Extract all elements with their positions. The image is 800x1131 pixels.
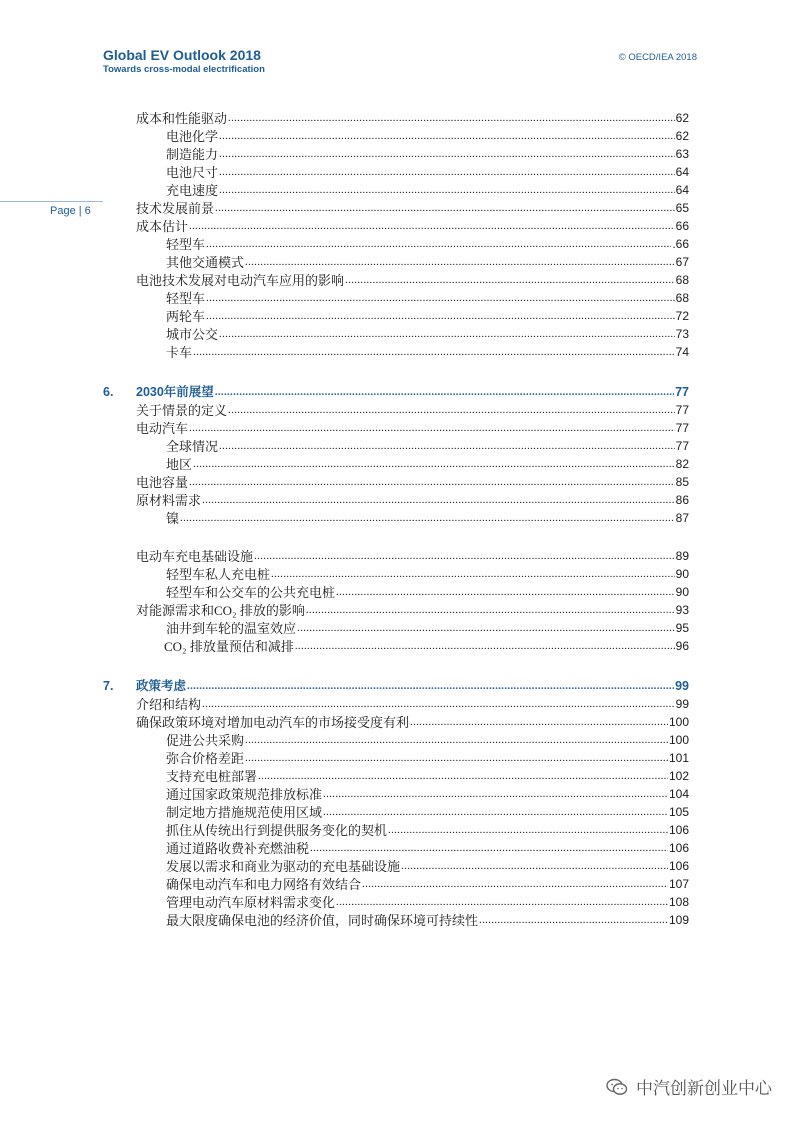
toc-entry-row[interactable]	[103, 766, 689, 784]
toc-page-number: 62	[675, 129, 689, 143]
toc-page-number: 105	[668, 805, 689, 819]
toc-page-number: 109	[668, 913, 689, 927]
toc-entry-row[interactable]	[103, 618, 689, 636]
toc-page-number: 77	[675, 439, 689, 453]
toc-entry-row[interactable]	[103, 600, 689, 618]
toc-entry-title: 原材料需求	[136, 493, 202, 508]
watermark-text: 中汽创新创业中心	[636, 1079, 772, 1099]
toc-chapter-row[interactable]	[103, 380, 689, 400]
toc-dot-leader	[189, 219, 675, 234]
toc-entry-row[interactable]	[103, 546, 689, 564]
toc-dot-leader	[362, 877, 668, 892]
toc-dot-leader	[215, 201, 675, 216]
toc-page-number: 62	[675, 111, 689, 125]
toc-entry-title: 成本估计	[136, 219, 189, 234]
toc-dot-leader	[336, 585, 675, 600]
toc-page-number: 106	[668, 859, 689, 873]
toc-dot-leader	[323, 787, 668, 802]
toc-page-number: 67	[675, 255, 689, 269]
toc-entry-row[interactable]	[103, 636, 689, 654]
toc-page-number: 102	[668, 769, 689, 783]
toc-chapter-number: 6.	[103, 385, 114, 399]
toc-entry-row[interactable]	[103, 126, 689, 144]
toc-dot-leader	[336, 895, 668, 910]
report-title: Global EV Outlook 2018	[103, 47, 261, 63]
toc-entry-title: 制造能力	[166, 147, 219, 162]
toc-entry-row[interactable]	[103, 582, 689, 600]
toc-entry-title: 制定地方措施规范使用区域	[166, 805, 323, 820]
page-number-label: Page | 6	[50, 205, 91, 217]
copyright-notice: © OECD/IEA 2018	[618, 52, 697, 63]
toc-dot-leader	[206, 309, 675, 324]
toc-page-number: 108	[668, 895, 689, 909]
toc-page-number: 68	[675, 273, 689, 287]
toc-page-number: 87	[675, 511, 689, 525]
toc-entry-row[interactable]	[103, 730, 689, 748]
toc-entry-row[interactable]	[103, 270, 689, 288]
toc-dot-leader	[202, 697, 675, 712]
toc-entry-title: 对能源需求和CO₂ 排放的影响	[136, 603, 305, 618]
toc-page-number: 64	[675, 183, 689, 197]
toc-entry-row[interactable]	[103, 820, 689, 838]
watermark	[606, 1074, 772, 1099]
toc-entry-row[interactable]	[103, 454, 689, 472]
toc-page-number: .66	[672, 237, 689, 251]
toc-dot-leader	[215, 385, 674, 400]
toc-page-number: 93	[675, 603, 689, 617]
toc-entry-title: 电池容量	[136, 475, 189, 490]
toc-page-number: 63	[675, 147, 689, 161]
toc-entry-row[interactable]	[103, 748, 689, 766]
toc-entry-row[interactable]	[103, 784, 689, 802]
toc-dot-leader	[228, 111, 675, 126]
toc-entry-title: 抓住从传统出行到提供服务变化的契机	[166, 823, 388, 838]
toc-entry-title: 确保电动汽车和电力网络有效结合	[166, 877, 362, 892]
toc-dot-leader	[189, 421, 675, 436]
toc-page-number: 106	[668, 823, 689, 837]
toc-dot-leader	[193, 457, 675, 472]
toc-entry-row[interactable]	[103, 874, 689, 892]
toc-entry-title: 管理电动汽车原材料需求变化	[166, 895, 336, 910]
toc-entry-title: 镍	[166, 511, 180, 526]
toc-entry-title: 最大限度确保电池的经济价值，同时确保环境可持续性	[166, 913, 479, 928]
toc-chapter-number: 7.	[103, 679, 114, 693]
toc-entry-row[interactable]	[103, 892, 689, 910]
toc-page-number: 96	[675, 639, 689, 653]
toc-page-number: 85	[675, 475, 689, 489]
section-gap	[103, 526, 689, 546]
toc-entry-title: 轻型车	[166, 291, 206, 306]
toc-entry-row[interactable]	[103, 342, 689, 360]
toc-page-number: 89	[675, 549, 689, 563]
toc-entry-title: 促进公共采购	[166, 733, 245, 748]
toc-page-number: 77	[675, 403, 689, 417]
toc-page-number: 77	[675, 385, 689, 399]
toc-dot-leader	[245, 733, 668, 748]
toc-dot-leader	[206, 237, 671, 252]
toc-page-number: 90	[675, 567, 689, 581]
section-gap	[103, 360, 689, 380]
toc-entry-title: 电池尺寸	[166, 165, 219, 180]
toc-page-number: 86	[675, 493, 689, 507]
toc-entry-title: 技术发展前景	[136, 201, 215, 216]
toc-entry-title: 城市公交	[166, 327, 219, 342]
toc-dot-leader	[180, 511, 675, 526]
toc-page-number: 99	[675, 697, 689, 711]
toc-entry-title: 政策考虑	[136, 679, 187, 693]
toc-page-number: 99	[675, 679, 689, 693]
toc-entry-row[interactable]	[103, 856, 689, 874]
toc-entry-title: 卡车	[166, 345, 193, 360]
toc-dot-leader	[323, 805, 668, 820]
toc-entry-row[interactable]	[103, 564, 689, 582]
toc-entry-row[interactable]	[103, 712, 689, 730]
toc-entry-title: 全球情况	[166, 439, 219, 454]
toc-dot-leader	[187, 679, 674, 694]
toc-page-number: 65	[675, 201, 689, 215]
page-side-rule	[0, 201, 103, 202]
toc-chapter-row[interactable]	[103, 674, 689, 694]
toc-page-number: 77	[675, 421, 689, 435]
toc-page-number: 101	[668, 751, 689, 765]
table-of-contents	[103, 108, 689, 928]
toc-entry-title: 介绍和结构	[136, 697, 202, 712]
toc-entry-title: 电池技术发展对电动汽车应用的影响	[136, 273, 345, 288]
toc-dot-leader	[388, 823, 668, 838]
toc-entry-row[interactable]	[103, 418, 689, 436]
toc-dot-leader	[228, 403, 675, 418]
toc-entry-row[interactable]	[103, 252, 689, 270]
toc-entry-title: 两轮车	[166, 309, 206, 324]
toc-entry-title: 轻型车	[166, 237, 206, 252]
toc-entry-row[interactable]	[103, 910, 689, 928]
toc-dot-leader	[306, 603, 675, 618]
toc-entry-title: 电动汽车	[136, 421, 189, 436]
toc-entry-row[interactable]	[103, 436, 689, 454]
toc-dot-leader	[219, 183, 675, 198]
toc-entry-row[interactable]	[103, 162, 689, 180]
toc-dot-leader	[258, 769, 668, 784]
toc-entry-title: 通过道路收费补充燃油税	[166, 841, 310, 856]
toc-dot-leader	[254, 549, 675, 564]
toc-entry-row[interactable]	[103, 472, 689, 490]
toc-entry-title: 支持充电桩部署	[166, 769, 258, 784]
toc-dot-leader	[189, 475, 675, 490]
toc-entry-row[interactable]	[103, 802, 689, 820]
toc-dot-leader	[297, 621, 675, 636]
toc-page-number: 106	[668, 841, 689, 855]
toc-entry-row[interactable]	[103, 144, 689, 162]
toc-page-number: 100	[668, 715, 689, 729]
toc-dot-leader	[219, 327, 675, 342]
toc-entry-title: 成本和性能驱动	[136, 111, 228, 126]
toc-page-number: 66	[675, 219, 689, 233]
toc-page-number: 68	[675, 291, 689, 305]
toc-entry-title: 弥合价格差距	[166, 751, 245, 766]
toc-entry-title: 关于情景的定义	[136, 403, 228, 418]
toc-entry-row[interactable]	[103, 694, 689, 712]
toc-entry-row[interactable]	[103, 288, 689, 306]
toc-page-number: 100	[668, 733, 689, 747]
toc-page-number: 82	[675, 457, 689, 471]
toc-entry-row[interactable]	[103, 180, 689, 198]
toc-entry-row[interactable]	[103, 108, 689, 126]
toc-entry-title: 确保政策环境对增加电动汽车的市场接受度有利	[136, 715, 410, 730]
toc-page-number: 104	[668, 787, 689, 801]
toc-dot-leader	[410, 715, 668, 730]
toc-entry-title: 充电速度	[166, 183, 219, 198]
toc-entry-title: 通过国家政策规范排放标准	[166, 787, 323, 802]
toc-page-number: 72	[675, 309, 689, 323]
toc-dot-leader	[193, 345, 675, 360]
toc-entry-title: 轻型车和公交车的公共充电桩	[166, 585, 336, 600]
toc-entry-row[interactable]	[103, 216, 689, 234]
toc-page-number: 73	[675, 327, 689, 341]
toc-dot-leader	[310, 841, 668, 856]
toc-dot-leader	[245, 255, 675, 270]
toc-dot-leader	[219, 165, 675, 180]
toc-entry-title: CO₂ 排放量预估和减排	[164, 639, 294, 654]
toc-page-number: 74	[675, 345, 689, 359]
toc-dot-leader	[202, 493, 675, 508]
toc-entry-title: 其他交通模式	[166, 255, 245, 270]
toc-entry-row[interactable]	[103, 324, 689, 342]
toc-entry-row[interactable]	[103, 400, 689, 418]
toc-page-number: 107	[668, 877, 689, 891]
toc-dot-leader	[206, 291, 675, 306]
toc-entry-title: 发展以需求和商业为驱动的充电基础设施	[166, 859, 401, 874]
toc-page-number: 64	[675, 165, 689, 179]
toc-dot-leader	[219, 129, 675, 144]
toc-entry-title: 2030年前展望	[136, 385, 214, 399]
toc-dot-leader	[401, 859, 668, 874]
toc-dot-leader	[295, 639, 675, 654]
toc-dot-leader	[271, 567, 675, 582]
toc-entry-title: 地区	[166, 457, 193, 472]
toc-entry-row[interactable]	[103, 234, 689, 252]
toc-entry-row[interactable]	[103, 198, 689, 216]
toc-page-number: 90	[675, 585, 689, 599]
toc-page-number: 95	[675, 621, 689, 635]
toc-entry-title: 电池化学	[166, 129, 219, 144]
wechat-icon	[606, 1078, 628, 1096]
toc-entry-title: 油井到车轮的温室效应	[166, 621, 297, 636]
toc-dot-leader	[245, 751, 668, 766]
toc-entry-row[interactable]	[103, 490, 689, 508]
running-header	[103, 47, 265, 77]
toc-entry-row[interactable]	[103, 306, 689, 324]
toc-entry-title: 电动车充电基础设施	[136, 549, 254, 564]
report-subtitle: Towards cross-modal electrification	[103, 64, 265, 75]
toc-entry-title: 轻型车私人充电桩	[166, 567, 271, 582]
toc-dot-leader	[479, 913, 668, 928]
toc-entry-row[interactable]	[103, 838, 689, 856]
toc-dot-leader	[219, 147, 675, 162]
toc-entry-row[interactable]	[103, 508, 689, 526]
toc-dot-leader	[345, 273, 675, 288]
toc-dot-leader	[219, 439, 675, 454]
section-gap	[103, 654, 689, 674]
